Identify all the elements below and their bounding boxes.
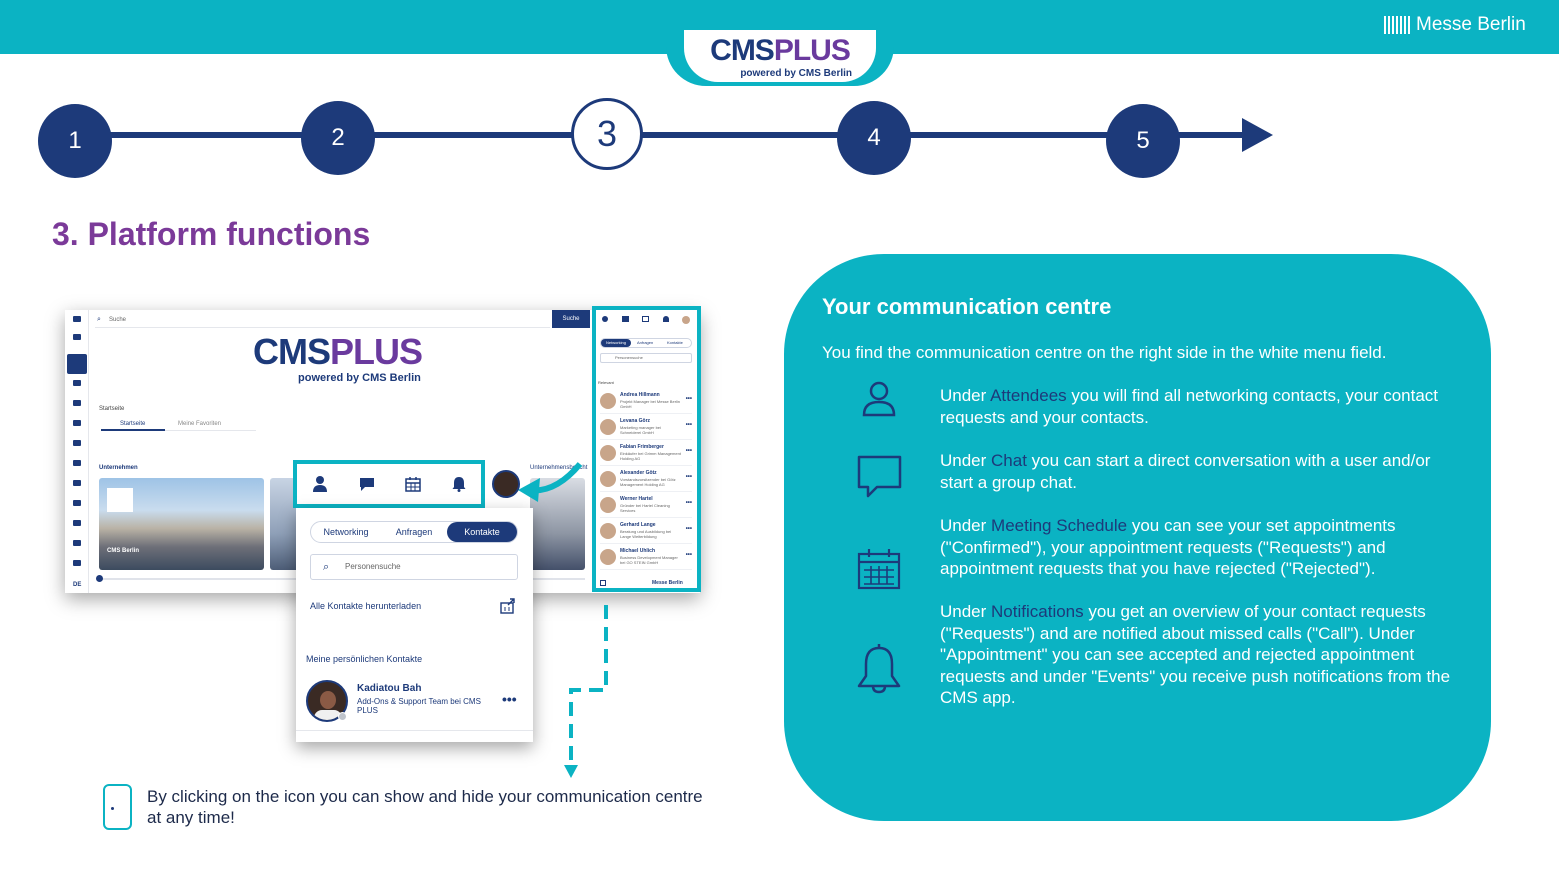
- chat-icon: [857, 455, 902, 499]
- feature-attendees-highlight: Attendees: [990, 386, 1067, 405]
- feature-meeting-highlight: Meeting Schedule: [991, 516, 1128, 535]
- zoom-bell-icon[interactable]: [452, 476, 466, 492]
- zoom-tab-networking[interactable]: Networking: [323, 527, 369, 537]
- mock-logo-cms: CMS: [253, 331, 330, 372]
- dashed-arrow-icon: [571, 605, 606, 765]
- mock-breadcrumb[interactable]: Startseite: [99, 406, 125, 412]
- mock-panel-contact-role: Beratung und Ausbildung bei Lange Weiterbildung: [620, 529, 672, 539]
- mock-panel-relevant-label: Relevant: [598, 380, 614, 385]
- logo-plus-text: PLUS: [773, 34, 850, 67]
- feature-notifications: [940, 601, 1460, 709]
- feature-notifications-highlight: Notifications: [991, 602, 1084, 621]
- feature-notifications-pre: Under: [940, 602, 992, 621]
- mock-panel-footer-brand: Messe Berlin: [652, 580, 683, 586]
- zoom-personal-contacts-heading: Meine persönlichen Kontakte: [306, 654, 423, 664]
- zoom-segmented-tabs: [310, 521, 518, 543]
- toggle-panel-icon: [103, 784, 132, 830]
- feature-chat-text: you can start a direct conversation with a user and/or start a group chat.: [940, 451, 1431, 492]
- mock-photo-caption: CMS Berlin: [107, 548, 140, 554]
- mock-logo-plus: PLUS: [330, 331, 423, 372]
- mock-panel-tab-requests[interactable]: Anfragen: [637, 340, 654, 345]
- logo-subtitle: powered by CMS Berlin: [740, 68, 852, 79]
- mock-panel-contact-more-icon[interactable]: •••: [685, 448, 692, 454]
- mock-panel-contact-name: Alexander Götz: [620, 470, 657, 476]
- mock-panel-contact-more-icon[interactable]: •••: [685, 500, 692, 506]
- zoom-contacts-card: [296, 508, 533, 742]
- feature-notifications-text: you get an overview of your contact requests ("Requests") and are notified about missed calls ("Call"). Under "Appointment" you can see accepted and rejected appointment requests and under "Events" you receive push notifications from the CMS app.: [940, 602, 1451, 708]
- zoom-contact-role: Add-Ons & Support Team bei CMS PLUS: [357, 697, 481, 715]
- calendar-icon: [857, 548, 901, 590]
- zoom-tab-requests[interactable]: Anfragen: [395, 527, 433, 537]
- mock-more-link[interactable]: Unternehmensbericht: [530, 465, 588, 471]
- mock-panel-contact-role: Vorstandsvorsitzender bei Götz Management Holding AG: [620, 477, 676, 487]
- mock-panel-contact-more-icon[interactable]: •••: [685, 396, 692, 402]
- step-4-label: 4: [867, 124, 881, 151]
- dashed-arrow-head-icon: [564, 765, 578, 778]
- info-intro: You find the communication centre on the right side in the white menu field.: [822, 343, 1387, 362]
- zoom-export-icon[interactable]: [500, 598, 516, 614]
- mock-language[interactable]: DE: [73, 582, 82, 588]
- zoom-search-placeholder: Personensuche: [345, 562, 401, 571]
- zoom-user-avatar[interactable]: [492, 470, 520, 498]
- zoom-person-icon[interactable]: [312, 475, 328, 493]
- step-1-label: 1: [68, 127, 82, 154]
- mock-tab-home[interactable]: Startseite: [120, 421, 146, 427]
- bell-icon: [856, 644, 902, 694]
- person-icon: [860, 380, 898, 418]
- mock-section-companies: Unternehmen: [99, 465, 138, 471]
- caption-text: By clicking on the icon you can show and hide your communication centre at any time!: [147, 787, 703, 827]
- feature-attendees: [940, 385, 1460, 428]
- zoom-download-contacts-link[interactable]: Alle Kontakte herunterladen: [310, 601, 422, 611]
- zoom-status-dot: [338, 712, 347, 721]
- feature-meeting-pre: Under: [940, 516, 992, 535]
- feature-attendees-text: you will find all networking contacts, your contact requests and your contacts.: [940, 386, 1438, 427]
- messe-berlin-text: Messe Berlin: [1416, 14, 1526, 35]
- mock-panel-tab-contacts[interactable]: Kontakte: [667, 340, 683, 345]
- mock-panel-search[interactable]: Personensuche: [600, 353, 692, 363]
- mock-panel-contact-name: Michael Uhlich: [620, 548, 656, 554]
- info-title: Your communication centre: [822, 294, 1112, 319]
- mock-panel-contact-role: Einkäufer bei Grimm Management Holding AG: [620, 451, 681, 461]
- mock-logo-subtitle: powered by CMS Berlin: [298, 372, 421, 384]
- mock-panel-contact-role: Projekt Manager bei Messe Berlin GmbH: [620, 399, 681, 409]
- feature-chat-highlight: Chat: [991, 451, 1027, 470]
- mock-panel-contact-name: Levana Görz: [620, 418, 651, 424]
- mock-panel-contact-name: Andrea Hillmann: [620, 392, 660, 398]
- feature-chat: [940, 450, 1460, 493]
- mock-panel-contact-role: Gründer bei Hartel Cleaning Services: [620, 503, 670, 513]
- mock-panel-contact-name: Werner Hartel: [620, 496, 653, 502]
- step-5-label: 5: [1136, 127, 1150, 154]
- zoom-contact-name[interactable]: Kadiatou Bah: [357, 683, 422, 694]
- mock-panel-tab-networking[interactable]: Networking: [601, 339, 631, 347]
- zoom-tab-contacts-active[interactable]: Kontakte: [447, 522, 517, 542]
- logo-cms-text: CMS: [710, 34, 774, 67]
- mock-panel-contact-name: Gerhard Lange: [620, 522, 656, 528]
- mock-panel-contact-more-icon[interactable]: •••: [685, 474, 692, 480]
- mock-tab-favorites[interactable]: Meine Favoriten: [178, 421, 222, 427]
- section-title: 3. Platform functions: [52, 216, 371, 252]
- zoom-person-search-input[interactable]: [310, 554, 518, 580]
- mock-search-placeholder: Suche: [109, 317, 127, 323]
- mock-search-button[interactable]: Suche: [552, 310, 590, 328]
- curved-arrow-head-icon: [518, 478, 540, 502]
- zoom-calendar-icon[interactable]: [405, 476, 421, 492]
- step-3-label: 3: [596, 113, 618, 154]
- zoom-chat-icon[interactable]: [359, 476, 375, 492]
- zoom-icons-bar: [293, 460, 485, 508]
- feature-meeting-text: you can see your set appointments ("Confirmed"), your appointment requests ("Requests") and appointment requests that you have rejected ("Rejected").: [940, 516, 1396, 579]
- zoom-search-icon: ⌕: [323, 561, 330, 573]
- zoom-contact-more-icon[interactable]: •••: [502, 691, 517, 707]
- zoom-divider: [296, 730, 533, 731]
- feature-chat-pre: Under: [940, 451, 992, 470]
- mock-search-icon: ⌕: [97, 316, 101, 323]
- feature-attendees-pre: Under: [940, 386, 991, 405]
- mock-panel-contact-name: Fabian Frimberger: [620, 444, 664, 450]
- mock-panel-contact-more-icon[interactable]: •••: [685, 422, 692, 428]
- mock-panel-contact-more-icon[interactable]: •••: [685, 526, 692, 532]
- mock-panel-contact-more-icon[interactable]: •••: [685, 552, 692, 558]
- mock-panel-contact-role: Marketing manager bei Schneiderei GmbH: [620, 425, 661, 435]
- step-2-label: 2: [331, 124, 345, 151]
- mock-panel-contact-role: Business Development Manager bei GO STEIN GmbH: [620, 555, 678, 565]
- feature-meeting-schedule: [940, 515, 1460, 580]
